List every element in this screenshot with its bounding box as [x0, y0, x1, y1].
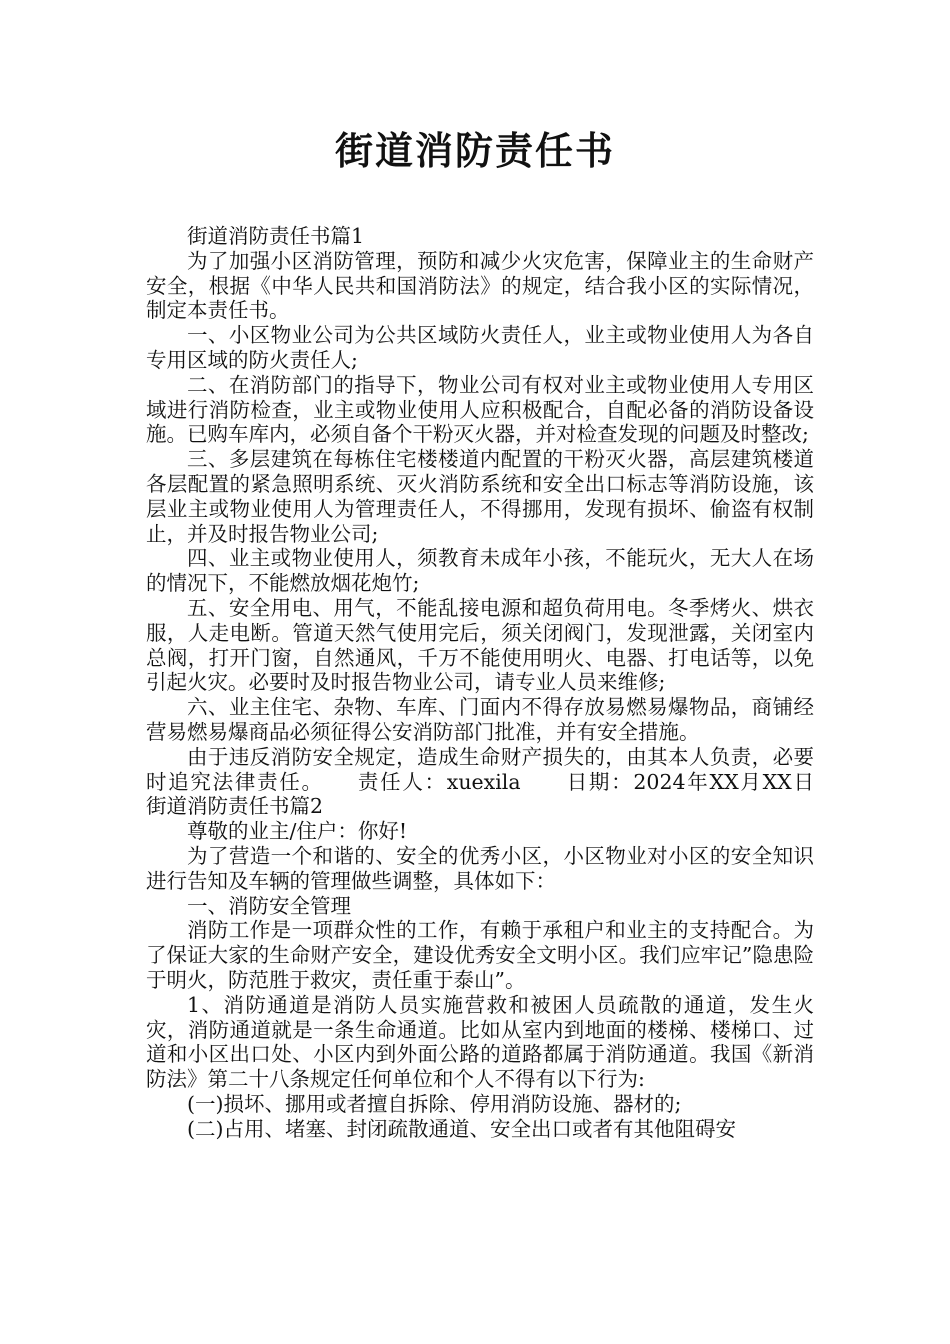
paragraph-clause-1: 一、小区物业公司为公共区域防火责任人，业主或物业使用人为各自专用区域的防火责任人; [146, 323, 814, 372]
document-title: 街道消防责任书 [334, 129, 615, 173]
paragraph-clause-6: 六、业主住宅、杂物、车库、门面内不得存放易燃易爆物品，商铺经营易燃易爆商品必须征得公安消防部门批准，并有安全措施。 [146, 695, 814, 744]
paragraph-fire-passage: 1、消防通道是消防人员实施营救和被困人员疏散的通道，发生火灾，消防通道就是一条生命通道。比如从室内到地面的楼梯、楼梯口、过道和小区出口处、小区内到外面公路的道路都属于消防通道。我国《新消防法》第二十八条规定任何单位和个人不得有以下行为: [146, 992, 814, 1092]
paragraph-clause-2: 二、在消防部门的指导下，物业公司有权对业主或物业使用人专用区域进行消防检查，业主或物业使用人应积极配合，自配必备的消防设备设施。已购车库内，必须自备个干粉灭火器，并对检查发现的问题及时整改; [146, 372, 814, 447]
section-heading-fire-safety: 一、消防安全管理 [187, 893, 351, 918]
paragraph-greeting: 尊敬的业主/住户：你好! [187, 819, 408, 844]
paragraph-notice-intro: 为了营造一个和谐的、安全的优秀小区，小区物业对小区的安全知识进行告知及车辆的管理做些调整，具体如下： [146, 843, 814, 893]
document-body [146, 224, 855, 1141]
paragraph-fire-work: 消防工作是一项群众性的工作，有赖于承租户和业主的支持配合。为了保证大家的生命财产安全，建设优秀安全文明小区。我们应牢记”隐患险于明火，防范胜于救灾，责任重于泰山”。 [146, 918, 814, 992]
paragraph-intro: 为了加强小区消防管理，预防和减少火灾危害，保障业主的生命财产安全，根据《中华人民共和国消防法》的规定，结合我小区的实际情况，制定本责任书。 [146, 248, 814, 323]
paragraph-clause-5: 五、安全用电、用气，不能乱接电源和超负荷用电。冬季烤火、烘衣服，人走电断。管道天然气使用完后，须关闭阀门，发现泄露，关闭室内总阀，打开门窗，自然通风，千万不能使用明火、电器、打电话等，以免引起火灾。必要时及时报告物业公司，请专业人员来维修; [146, 595, 814, 695]
paragraph-item-1: (一)损坏、挪用或者擅自拆除、停用消防设施、器材的; [187, 1091, 682, 1116]
paragraph-item-2: (二)占用、堵塞、封闭疏散通道、安全出口或者有其他阻碍安 [187, 1116, 736, 1141]
section-heading-1: 街道消防责任书篇1 [187, 224, 365, 248]
paragraph-clause-3: 三、多层建筑在每栋住宅楼楼道内配置的干粉灭火器，高层建筑楼道各层配置的紧急照明系统、灭火消防系统和安全出口标志等消防设施，该层业主或物业使用人为管理责任人，不得挪用，发现有损坏、偷盗有权制止，并及时报告物业公司; [146, 447, 814, 546]
paragraph-clause-4: 四、业主或物业使用人，须教育未成年小孩，不能玩火，无大人在场的情况下，不能燃放烟花炮竹; [146, 546, 814, 596]
paragraph-liability-signature: 由于违反消防安全规定，造成生命财产损失的，由其本人负责，必要时追究法律责任。 责任人：xuexila 日期：2024年XX月XX日 街道消防责任书篇2 [146, 744, 855, 819]
